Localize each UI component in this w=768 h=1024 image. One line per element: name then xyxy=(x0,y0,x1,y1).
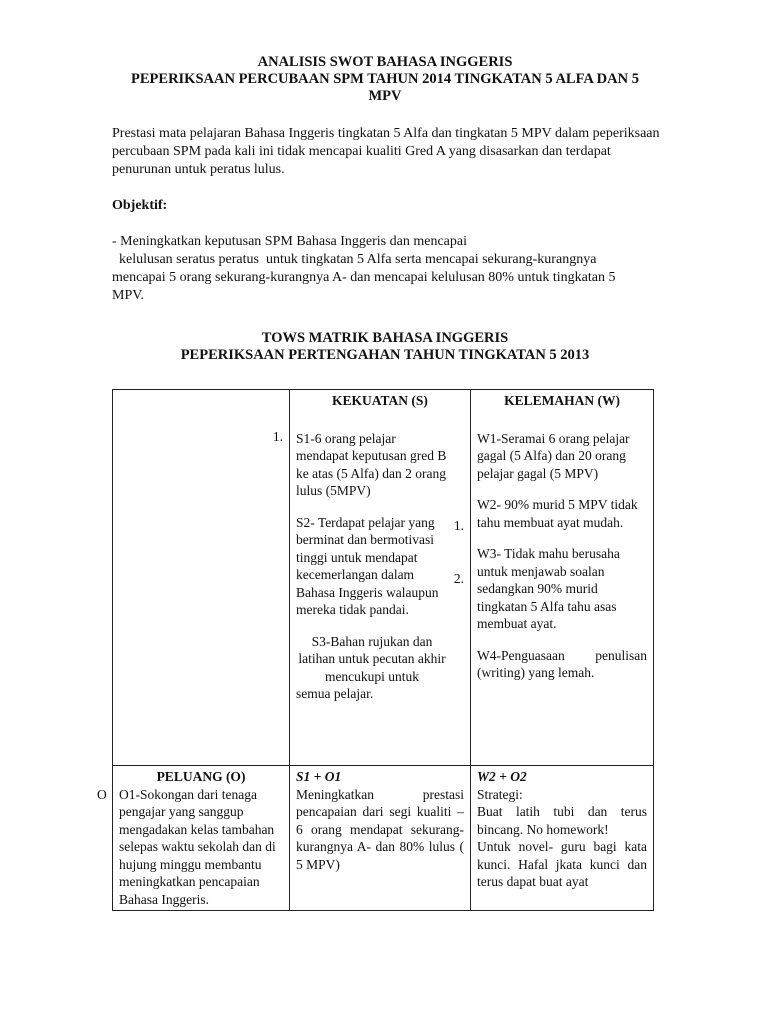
objective-line-4: MPV. xyxy=(112,288,145,303)
objective-text xyxy=(112,233,660,305)
strength-s2: S2- Terdapat pelajar yang berminat dan bermotivasi tinggi untuk mendapat kecemerlangan dalam Bahasa Inggeris walaupun mereka tidak pandai. xyxy=(296,514,439,617)
weakness-w1: W1-Seramai 6 orang pelajar gagal (5 Alfa) dan 20 orang pelajar gagal (5 MPV) xyxy=(477,430,630,481)
weakness-header: KELEMAHAN (W) xyxy=(504,393,620,408)
wo-strategy-cell xyxy=(471,766,654,911)
strength-s3 xyxy=(296,633,448,703)
weakness-w3: W3- Tidak mahu berusaha untuk menjawab soalan sedangkan 90% murid tingkatan 5 Alfa tahu asas membuat ayat. xyxy=(477,546,620,631)
weakness-w4: W4-Penguasaan penulisan (writing) yang lemah. xyxy=(477,647,647,680)
weakness-cell xyxy=(471,390,654,766)
intro-paragraph xyxy=(112,125,660,179)
strength-s3-line: S3-Bahan rujukan dan xyxy=(311,633,433,649)
weakness-w2: W2- 90% murid 5 MPV tidak tahu membuat ayat mudah. xyxy=(477,497,638,530)
title-line-2: PEPERIKSAAN PERCUBAAN SPM TAHUN 2014 TINGKATAN 5 ALFA DAN 5 xyxy=(131,71,639,87)
row-marker: O xyxy=(97,787,107,802)
so-strategy-cell xyxy=(290,766,471,911)
title-line-1: ANALISIS SWOT BAHASA INGGERIS xyxy=(257,54,513,70)
wo-text-1: Buat latih tubi dan terus bincang. No homework! xyxy=(477,804,647,837)
wo-text-2: Untuk novel- guru bagi kata kunci. Hafal jkata kunci dan terus dapat buat ayat xyxy=(477,839,647,889)
list-number: 2. xyxy=(453,571,464,586)
objective-line-3: mencapai 5 orang sekurang-kurangnya A- dan mencapai kelulusan 80% untuk tingkatan 5 xyxy=(112,270,616,285)
objective-line-2: kelulusan seratus peratus untuk tingkatan 5 Alfa serta mencapai sekurang-kurangnya xyxy=(112,252,597,267)
strength-s3-line: latihan untuk pecutan akhir xyxy=(298,651,446,666)
document-title xyxy=(110,54,660,105)
wo-strategy-label: Strategi: xyxy=(477,786,523,802)
objective-section xyxy=(112,197,660,215)
table-row xyxy=(113,766,654,911)
strength-s3-line: mencukupi untuk xyxy=(324,668,420,684)
strength-header: KEKUATAN (S) xyxy=(332,393,428,408)
table-row xyxy=(113,390,654,766)
wo-header: W2 + O2 xyxy=(477,769,527,784)
intro-text: Prestasi mata pelajaran Bahasa Inggeris tingkatan 5 Alfa dan tingkatan 5 MPV dalam peperiksaan percubaan SPM pada kali ini tidak mencapai kualiti Gred A yang disasarkan dan terdapat penurunan untuk peratus lulus. xyxy=(112,126,660,177)
list-number: 1. xyxy=(272,429,283,444)
empty-corner-cell xyxy=(113,390,290,766)
title-line-3: MPV xyxy=(368,88,402,104)
strength-cell xyxy=(290,390,471,766)
strength-s3-line: semua pelajar. xyxy=(296,686,374,701)
objective-line-1: - Meningkatkan keputusan SPM Bahasa Inggeris dan mencapai xyxy=(112,234,467,249)
tows-title-line-1: TOWS MATRIK BAHASA INGGERIS xyxy=(261,330,509,346)
so-header: S1 + O1 xyxy=(296,769,342,784)
list-number: 1. xyxy=(453,518,464,533)
objective-label: Objektif: xyxy=(112,198,168,213)
tows-title-line-2: PEPERIKSAAN PERTENGAHAN TAHUN TINGKATAN 5 2013 xyxy=(180,347,590,363)
tows-matrix-table xyxy=(97,389,654,911)
opportunity-cell xyxy=(97,766,290,911)
opportunity-header: PELUANG (O) xyxy=(156,769,246,784)
so-text: Meningkatkan prestasi pencapaian dari segi kualiti – 6 orang mendapat sekurang-kurangnya A- dan 80% lulus ( 5 MPV) xyxy=(296,786,464,872)
tows-title xyxy=(110,330,660,364)
opportunity-o1: O1-Sokongan dari tenaga pengajar yang sanggup mengadakan kelas tambahan selepas waktu sekolah dan di hujung minggu membantu meningkatkan pencapaian Bahasa Inggeris. xyxy=(119,786,276,907)
strength-s1: S1-6 orang pelajar mendapat keputusan gred B ke atas (5 Alfa) dan 2 orang lulus (5MPV) xyxy=(296,430,447,498)
